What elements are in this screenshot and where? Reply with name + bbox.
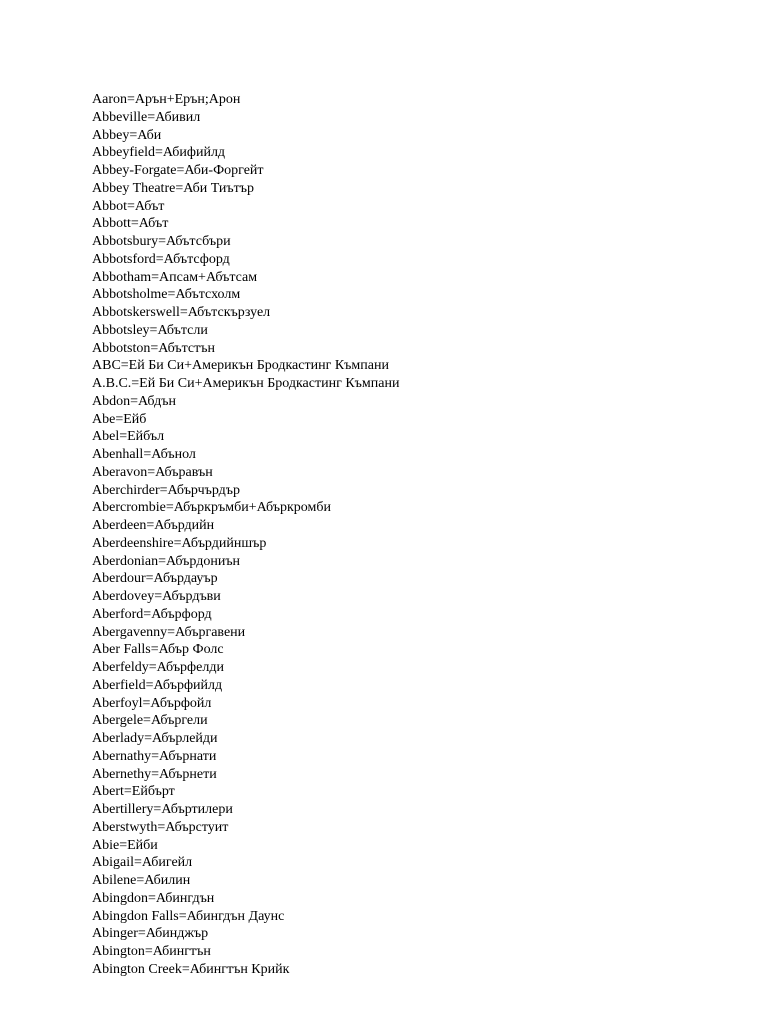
list-item: Abel=Ейбъл [92,429,165,445]
list-item: Aberstwyth=Абърстуит [92,819,229,835]
list-item: Abernathy=Абърнати [92,748,217,764]
list-item: Abbotsbury=Абътсбъри [92,234,231,249]
list-item: Abergavenny=Абъргавени [92,624,246,640]
list-item: Abertillery=Абъртилери [92,802,233,817]
list-item: Aberlady=Абърлейди [92,731,218,746]
list-item: Abergele=Абъргели [92,713,208,729]
list-item: Aberford=Абърфорд [92,606,212,622]
list-item: Abbotsley=Абътсли [92,322,208,338]
list-item: A.B.C.=Ей Би Си+Америкън Бродкастинг Къмпани [92,376,400,391]
list-item: Abbeyfield=Абифийлд [92,145,226,161]
list-item: Abernethy=Абърнети [92,766,217,782]
list-item: Abington=Абингтън [92,944,211,959]
list-item: Abbotsford=Абътсфорд [92,251,230,267]
list-item: Abbott=Абът [92,216,169,232]
list-item: Abie=Ейби [92,837,158,853]
list-item: Abbotham=Апсам+Абътсам [92,269,258,285]
list-item: ABC=Ей Би Си+Америкън Бродкастинг Къмпани [92,358,389,374]
list-item: Abingdon Falls=Абингдън Даунс [92,908,285,924]
list-item: Abbotsholme=Абътсхолм [92,287,241,303]
name-transliteration-list [92,91,399,979]
list-item: Aberfeldy=Абърфелди [92,660,224,675]
list-item: Abenhall=Абънол [92,447,196,462]
list-item: Aaron=Арън+Ерън;Арон [92,92,241,107]
list-item: Abilene=Абилин [92,873,191,888]
list-item: Aberfoyl=Абърфойл [92,695,212,711]
list-item: Abbey=Аби [92,127,162,143]
list-item: Abercrombie=Абъркръмби+Абъркромби [92,500,331,516]
list-item: Abbeville=Абивил [92,109,201,125]
list-item: Aberdeenshire=Абърдийншър [92,535,267,551]
list-item: Aberdeen=Абърдийн [92,518,215,533]
list-item: Abbotston=Абътстън [92,340,215,356]
list-item: Abinger=Абинджър [92,926,209,942]
list-item: Abbot=Абът [92,198,165,214]
list-item: Aberavon=Абъравън [92,464,213,480]
list-item: Abbotskerswell=Абътскързуел [92,305,271,320]
list-item: Abdon=Абдън [92,393,177,409]
list-item: Aberdovey=Абърдъви [92,589,221,604]
list-item: Abington Creek=Абингтън Крийк [92,961,290,977]
list-item: Aber Falls=Абър Фолс [92,642,224,658]
list-item: Aberdonian=Абърдониън [92,553,241,569]
list-item: Abigail=Абигейл [92,855,193,871]
list-item: Abert=Ейбърт [92,784,175,800]
list-item: Aberdour=Абърдауър [92,571,218,587]
list-item: Aberchirder=Абърчърдър [92,482,241,498]
list-item: Abingdon=Абингдън [92,890,215,906]
list-item: Abe=Ейб [92,411,147,427]
list-item: Aberfield=Абърфийлд [92,677,223,693]
list-item: Abbey Theatre=Аби Тиътър [92,180,255,196]
list-item: Abbey-Forgate=Аби-Форгейт [92,163,264,178]
